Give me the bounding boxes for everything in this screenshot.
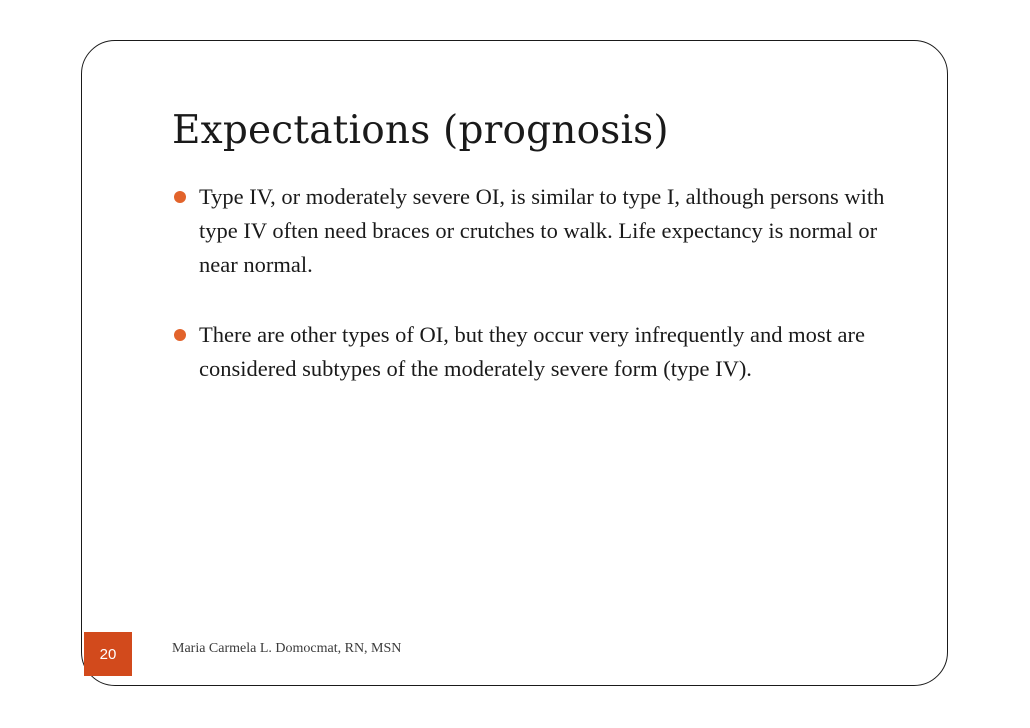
slide-number: 20: [99, 645, 117, 663]
bullet-list: [172, 180, 902, 386]
slide-number-badge: [84, 632, 132, 676]
footer-author: Maria Carmela L. Domocmat, RN, MSN: [172, 641, 402, 656]
bullet-dot-icon: [174, 191, 186, 203]
bullet-item: [172, 318, 902, 386]
bullet-dot-icon: [174, 329, 186, 341]
bullet-text: Type IV, or moderately severe OI, is similar to type I, although persons with type IV often need braces or crutches to walk. Life expectancy is normal or near normal.: [199, 184, 885, 277]
bullet-item: [172, 180, 902, 282]
slide-title: Expectations (prognosis): [172, 108, 669, 153]
bullet-text: There are other types of OI, but they occur very infrequently and most are considered subtypes of the moderately severe form (type IV).: [199, 322, 865, 381]
